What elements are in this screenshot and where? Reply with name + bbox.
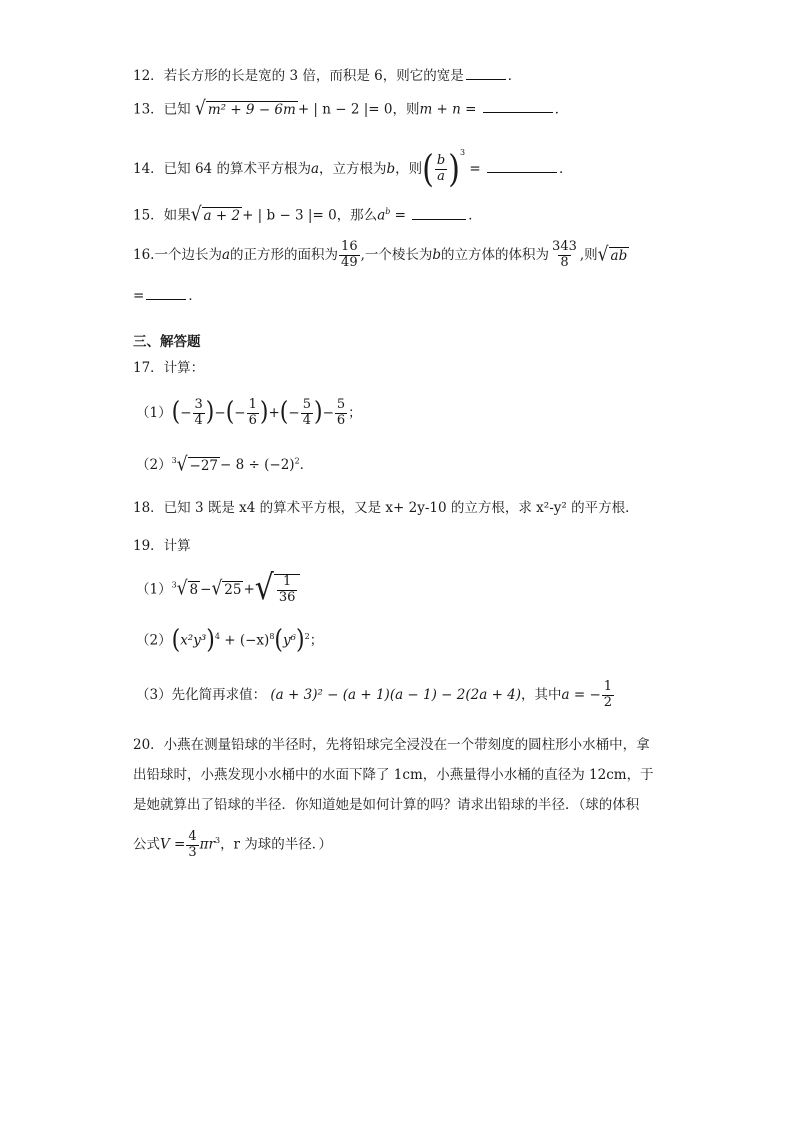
numerator: 343	[552, 239, 577, 254]
var-b: b	[386, 161, 396, 177]
exponent: 3	[459, 148, 466, 157]
operator: −	[288, 404, 300, 421]
operator: −	[234, 404, 246, 421]
sqrt-expression: √ a + 2	[190, 203, 241, 227]
fraction-b-over-a	[435, 154, 447, 185]
question-text: 16.一个边长为	[133, 246, 222, 263]
fraction	[277, 575, 298, 606]
denominator: 36	[278, 589, 296, 605]
var-a: a	[310, 161, 320, 177]
punct: ．	[468, 207, 482, 224]
answer-blank	[146, 298, 186, 300]
left-paren: (	[171, 625, 181, 656]
question-19-part-3	[136, 680, 615, 711]
sqrt-expression: √ m² + 9 − 6m	[194, 97, 296, 121]
left-paren: (	[225, 397, 235, 428]
equals: =	[133, 288, 145, 304]
fraction-volume	[550, 240, 579, 271]
formula-lhs: V =	[160, 836, 186, 853]
operator: −	[180, 404, 192, 421]
question-text-mid: 的立方体的体积为	[441, 246, 550, 263]
left-paren: (	[422, 147, 434, 191]
question-text: 若长方形的长是宽的 3 倍，而积是 6，则它的宽是	[163, 68, 464, 84]
left-paren: (	[279, 397, 289, 428]
paragraph-line: 出铅球时，小燕发现小水桶中的水面下降了 1cm，小燕量得小水桶的直径为 12cm，于	[133, 767, 654, 783]
text: ，r 为球的半径．）	[220, 836, 333, 853]
fraction-area	[339, 240, 360, 271]
expression: a = −	[561, 686, 601, 703]
question-text-mid: ,一个棱长为	[360, 246, 433, 263]
answer-blank	[483, 111, 553, 113]
sqrt-expression: √ 25	[211, 577, 242, 601]
right-paren: )	[313, 397, 323, 428]
question-19-part-1	[136, 568, 300, 609]
denominator: 4	[302, 412, 311, 428]
fraction	[335, 398, 347, 429]
base: a	[377, 207, 386, 224]
abs-term: + | n − 2 |= 0	[297, 101, 393, 118]
part-label: （1）	[136, 404, 172, 421]
fraction	[247, 398, 259, 429]
sqrt-fraction: √ $\frac{1}{36}$	[255, 574, 301, 606]
var-b: b	[432, 246, 442, 263]
question-text: 15．如果	[133, 207, 191, 224]
question-13	[133, 97, 569, 121]
exponent: b	[385, 207, 391, 216]
section-heading: 三、解答题	[133, 334, 201, 350]
operator: −	[322, 404, 334, 421]
denominator: 4	[194, 412, 203, 428]
numerator: b	[436, 153, 446, 169]
connector-text: ，那么	[336, 207, 378, 224]
punct: ；	[309, 632, 324, 649]
root-index: 3	[171, 580, 177, 590]
question-text: 13．已知	[133, 101, 191, 118]
expression: m + n =	[419, 101, 477, 118]
part-label: （2）	[136, 457, 172, 473]
radicand: 8	[189, 582, 199, 598]
connector-text: ，则	[395, 161, 423, 177]
equals: =	[469, 161, 481, 177]
punct: ．	[558, 161, 573, 177]
fraction	[193, 398, 205, 429]
punct: ．	[188, 288, 202, 304]
denominator: 3	[188, 844, 197, 860]
right-paren: )	[206, 625, 215, 656]
paragraph-line	[133, 820, 661, 866]
question-text-mid: 的正方形的面积为	[230, 246, 339, 263]
punct: ．	[554, 101, 569, 118]
question-20	[133, 730, 661, 866]
radicand: ab	[610, 247, 628, 264]
punct: ．	[299, 457, 314, 473]
denominator: 2	[603, 694, 613, 710]
numerator: 1	[603, 679, 613, 694]
numerator: 16	[341, 239, 358, 254]
text: 公式	[133, 836, 160, 853]
numerator: 1	[283, 574, 292, 589]
exponent: 4	[214, 632, 220, 641]
punct: ；	[348, 404, 362, 421]
question-15	[133, 203, 482, 227]
exponent: 2	[294, 456, 300, 466]
right-paren: )	[448, 147, 460, 191]
operator: +	[243, 581, 255, 598]
radicand: m² + 9 − 6m	[207, 102, 296, 118]
term: x²y³	[180, 632, 207, 649]
expression: + (−x)	[224, 632, 270, 649]
fraction	[186, 830, 198, 861]
equals: =	[394, 207, 406, 224]
radicand: a + 2	[203, 208, 241, 225]
cbrt-expression: √ 8	[176, 577, 199, 601]
cbrt-expression: √ −27	[176, 452, 219, 476]
exponent: 8	[269, 632, 275, 641]
denominator: 8	[560, 254, 569, 270]
question-12	[133, 68, 521, 84]
exponent: 2	[304, 632, 310, 641]
right-paren: )	[296, 625, 305, 656]
numerator: 1	[248, 397, 257, 412]
root-index: 3	[171, 456, 177, 465]
fraction	[602, 680, 614, 711]
answer-blank	[487, 171, 557, 173]
sqrt-expression: √ ab	[597, 242, 628, 266]
connector-text: ，其中	[521, 686, 562, 703]
numerator: 4	[188, 828, 197, 844]
question-16	[133, 240, 629, 271]
question-text: 14．已知 64 的算术平方根为	[133, 161, 311, 177]
var-a: a	[221, 246, 231, 263]
right-paren: )	[259, 397, 269, 428]
right-paren: )	[205, 397, 215, 428]
numerator: 5	[336, 397, 346, 412]
radicand: −27	[189, 457, 219, 474]
part-label: （1）	[136, 581, 172, 598]
question-text-mid: ,则	[579, 246, 598, 263]
operator: −	[214, 404, 226, 421]
numerator: 3	[194, 397, 203, 412]
question-17-part-2	[136, 452, 314, 476]
denominator: a	[437, 169, 445, 184]
radicand: 25	[224, 582, 242, 598]
part-label: （2）	[136, 632, 172, 649]
formula-term: πr	[199, 836, 215, 853]
question-14	[133, 147, 573, 191]
denominator: 49	[341, 254, 358, 270]
question-text-mid: ，立方根为	[319, 161, 387, 177]
question-19-title: 19．计算	[133, 538, 191, 554]
left-paren: (	[274, 625, 283, 656]
paragraph-line: 是她就算出了铅球的半径．你知道她是如何计算的吗？请求出铅球的半径．（球的体积	[133, 797, 640, 813]
operator: +	[268, 404, 280, 421]
expression: − 8 ÷ (−2)	[220, 457, 295, 473]
fraction	[301, 398, 313, 429]
part-label: （3）先化简再求值：	[136, 686, 267, 703]
question-16-answer-line	[133, 288, 202, 304]
abs-term: + | b − 3 |= 0	[242, 207, 337, 224]
question-number: 12．	[133, 68, 164, 84]
numerator: 5	[302, 397, 311, 412]
operator: −	[200, 581, 212, 598]
paragraph-line: 20．小燕在测量铅球的半径时，先将铅球完全浸没在一个带刻度的圆柱形小水桶中，拿	[133, 737, 650, 753]
denominator: 6	[248, 412, 257, 428]
expression: (a + 3)² − (a + 1)(a − 1) − 2(2a + 4)	[270, 686, 522, 703]
left-paren: (	[171, 397, 181, 428]
question-19-part-2	[136, 625, 324, 656]
answer-blank	[412, 218, 466, 220]
denominator: 6	[336, 412, 346, 428]
question-17-part-1	[136, 398, 362, 429]
punct: ．	[507, 68, 522, 84]
question-18: 18．已知 3 既是 x4 的算术平方根，又是 x+ 2y-10 的立方根，求 x²-y² 的平方根．	[133, 500, 639, 516]
connector-text: ，则	[392, 101, 420, 118]
exponent: 3	[214, 836, 221, 845]
question-17-title: 17．计算：	[133, 360, 205, 376]
answer-blank	[466, 78, 506, 80]
term: y⁶	[283, 632, 297, 649]
